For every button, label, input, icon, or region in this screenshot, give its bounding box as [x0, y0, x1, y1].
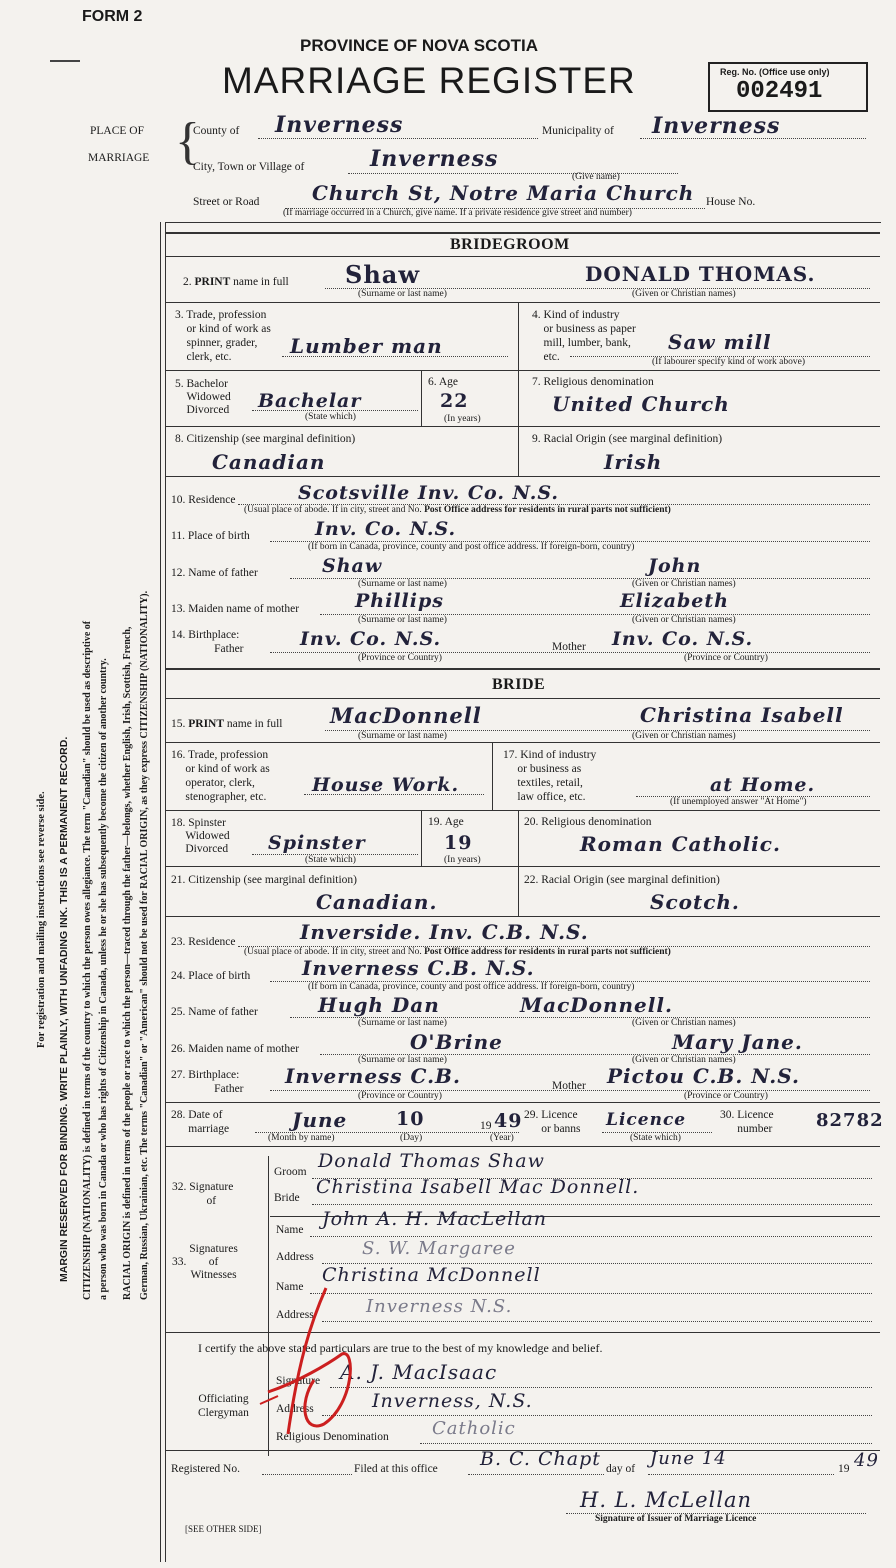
reg-number-box [708, 62, 868, 112]
f28-month-cap: (Month by name) [268, 1133, 335, 1143]
f24-label: 24. Place of birth [171, 970, 251, 982]
groom-surname: Shaw [345, 260, 420, 289]
f24-note: (If born in Canada, province, county and post office address. If foreign-born, country) [308, 982, 635, 992]
f17-label: 17. Kind of industry or business as textiles, retail, law office, etc. [503, 749, 597, 803]
bride-mother-birthplace: Pictou C.B. N.S. [607, 1064, 800, 1088]
w1-name: John A. H. MacLellan [322, 1208, 548, 1230]
groom-given: DONALD THOMAS. [585, 262, 816, 286]
marriage-top [166, 1102, 880, 1103]
stray-mark [50, 60, 80, 62]
bride-surname: MacDonnell [330, 703, 482, 728]
groom-father-surname: Shaw [322, 555, 383, 577]
f10-note: (Usual place of abode. If in city, street and No. Post Office address for residents in rural parts not sufficient) [244, 505, 671, 515]
f27-mother-cap: (Province or Country) [684, 1091, 768, 1101]
groom-mother-surname: Phillips [355, 590, 444, 612]
f18-label: 18. Spinster Widowed Divorced [171, 817, 230, 855]
f5-cap: (State which) [305, 412, 356, 422]
county-label: County of [193, 125, 240, 137]
f10-label: 10. Residence [171, 494, 236, 506]
f17-note: (If unemployed answer "At Home") [670, 797, 807, 807]
licence-number: 82782 [816, 1110, 884, 1131]
registered-no-line [262, 1474, 352, 1475]
f28-day-cap: (Day) [400, 1133, 423, 1143]
row3-divider [518, 302, 519, 370]
f22-left [518, 866, 519, 916]
f7-label: 7. Religious denomination [532, 376, 654, 388]
bride-heading-bottom [166, 698, 880, 699]
f2-given-cap: (Given or Christian names) [632, 289, 736, 299]
f29-cap: (State which) [630, 1133, 681, 1143]
place-label-2: MARRIAGE [88, 152, 150, 164]
f5-label: 5. Bachelor Widowed Divorced [175, 378, 231, 416]
bride-father-surname: Hugh Dan [318, 993, 440, 1017]
w2-addr-label: Address [276, 1309, 314, 1321]
f19-cap: (In years) [444, 855, 481, 865]
province-heading: PROVINCE OF NOVA SCOTIA [300, 36, 539, 55]
f12-label: 12. Name of father [171, 567, 258, 579]
bride-trade: House Work. [312, 774, 460, 796]
f13-surname-cap: (Surname or last name) [358, 615, 447, 625]
f23-label: 23. Residence [171, 936, 236, 948]
frame-left-outer [160, 222, 161, 1562]
f8-label: 8. Citizenship (see marginal definition) [175, 433, 356, 445]
row16-divider [492, 742, 493, 810]
row8-bottom [166, 476, 880, 477]
clergy-sig-label: Signature [276, 1375, 321, 1387]
f20-label: 20. Religious denomination [524, 816, 652, 828]
marriage-licence-or-banns: Licence [606, 1110, 687, 1130]
f11-note: (If born in Canada, province, county and post office address. If foreign-born, country) [308, 542, 635, 552]
marriage-year-prefix: 19 [480, 1120, 492, 1132]
form-number: FORM 2 [82, 8, 143, 25]
groom-religion: United Church [552, 392, 730, 416]
f14-mother-label: Mother [552, 641, 586, 653]
bride-industry: at Home. [710, 774, 816, 796]
clergy-addr-label: Address [276, 1403, 314, 1415]
red-check-mark [258, 1284, 368, 1444]
groom-residence: Scotsville Inv. Co. N.S. [298, 482, 560, 504]
row15-bottom [166, 742, 880, 743]
f19-label: 19. Age [428, 816, 464, 828]
f21-label: 21. Citizenship (see marginal definition) [171, 874, 357, 886]
f26-surname-cap: (Surname or last name) [358, 1055, 447, 1065]
frame-top [165, 222, 881, 223]
registered-no-label: Registered No. [171, 1463, 240, 1475]
muni-line [640, 138, 866, 139]
muni-value: Inverness [652, 113, 781, 139]
groom-mother-given: Elizabeth [620, 590, 729, 612]
f16-line [304, 794, 484, 795]
f15-given-cap: (Given or Christian names) [632, 731, 736, 741]
groom-racial: Irish [604, 450, 663, 474]
bride-religion: Roman Catholic. [580, 832, 781, 856]
margin-line-2: MARGIN RESERVED FOR BINDING. WRITE PLAINLY, WITH UNFADING INK. THIS IS A PERMANENT RECORD. [58, 736, 70, 1282]
w2-address: Inverness N.S. [366, 1296, 513, 1317]
relden-label: Religious Denomination [276, 1431, 389, 1443]
filed-line [468, 1474, 604, 1475]
groom-mother-birthplace: Inv. Co. N.S. [612, 628, 754, 650]
row5-bottom [166, 426, 880, 427]
f2-surname-cap: (Surname or last name) [358, 289, 447, 299]
give-name-caption: (Give name) [572, 172, 620, 182]
groom-heading: BRIDEGROOM [450, 236, 570, 253]
officiating-label: Officiating Clergyman [198, 1393, 249, 1419]
certify-statement: I certify the above stated particulars are true to the best of my knowledge and belief. [198, 1341, 603, 1355]
f22-label: 22. Racial Origin (see marginal definition) [524, 874, 720, 886]
marriage-month: June [292, 1108, 348, 1132]
groom-heading-top [166, 232, 880, 234]
county-line [258, 138, 538, 139]
row21-bottom [166, 916, 880, 917]
bride-mother-given: Mary Jane. [672, 1030, 803, 1054]
margin-line-3: CITIZENSHIP (NATIONALITY) is defined in terms of the country to which the person owes allegiance. The term "Canadian" should be used as descriptive of [82, 620, 93, 1300]
row3-bottom [166, 370, 880, 371]
f6-label: 6. Age [428, 376, 459, 388]
bride-heading-top [166, 668, 880, 670]
w1-addr-label: Address [276, 1251, 314, 1263]
f14-label: 14. Birthplace: Father [171, 629, 244, 655]
f7-left [518, 370, 519, 426]
f12-surname-cap: (Surname or last name) [358, 579, 447, 589]
f4-label: 4. Kind of industry or business as paper mill, lumber, bank, etc. [532, 309, 636, 363]
clergy-sig-line [330, 1387, 872, 1388]
city-value: Inverness [370, 146, 499, 172]
groom-trade: Lumber man [290, 334, 443, 358]
clergy-signature: A. J. MacIsaac [340, 1360, 498, 1384]
f16-label: 16. Trade, profession or kind of work as operator, clerk, stenographer, etc. [171, 749, 270, 803]
day-of-label: day of [606, 1463, 636, 1475]
f12-given-cap: (Given or Christian names) [632, 579, 736, 589]
groom-sig-label: Groom [274, 1166, 307, 1178]
street-value: Church St, Notre Maria Church [312, 181, 695, 205]
f13-label: 13. Maiden name of mother [171, 603, 300, 615]
w1-name-line [310, 1236, 872, 1237]
filed-by: B. C. Chapt [480, 1448, 601, 1470]
city-line [348, 173, 678, 174]
bride-birthplace: Inverness C.B. N.S. [302, 956, 535, 980]
place-label-1: PLACE OF [90, 125, 144, 137]
bride-age: 19 [444, 832, 473, 854]
groom-citizenship: Canadian [212, 450, 326, 474]
muni-label: Municipality of [542, 125, 614, 137]
f15-surname-cap: (Surname or last name) [358, 731, 447, 741]
document-title: MARRIAGE REGISTER [222, 60, 636, 101]
bride-given: Christina Isabell [640, 703, 844, 727]
bride-heading: BRIDE [492, 676, 546, 693]
f26-label: 26. Maiden name of mother [171, 1043, 300, 1055]
f9-left [518, 426, 519, 476]
margin-line-6: German, Russian, Ukrainian, etc. The terms "Canadian" or "American" should not be used for RACIAL ORIGIN, as they express CITIZENSHIP (NATIONALITY). [139, 590, 150, 1300]
f15-label: 15. PRINT name in full [171, 718, 283, 730]
groom-father-birthplace: Inv. Co. N.S. [300, 628, 442, 650]
f5-line [252, 410, 418, 411]
row17-bottom [166, 810, 880, 811]
filed-label: Filed at this office [354, 1463, 438, 1475]
f18-cap: (State which) [305, 855, 356, 865]
f25-surname-cap: (Surname or last name) [358, 1018, 447, 1028]
marriage-day: 10 [396, 1108, 425, 1130]
bride-citizenship: Canadian. [316, 890, 438, 914]
marriage-bottom [166, 1146, 880, 1147]
bride-father-given: MacDonnell. [520, 993, 673, 1017]
bride-signature: Christina Isabell Mac Donnell. [316, 1176, 640, 1198]
reg-number: 002491 [736, 78, 823, 105]
f6-cap: (In years) [444, 414, 481, 424]
filed-year-prefix: 19 [838, 1463, 850, 1475]
bride-mother-surname: O'Brine [410, 1030, 503, 1054]
bride-racial: Scotch. [650, 890, 740, 914]
reg-label: Reg. No. (Office use only) [720, 67, 830, 77]
f19-left [421, 810, 422, 866]
w2-name-line [310, 1293, 872, 1294]
w1-name-label: Name [276, 1224, 304, 1236]
groom-age: 22 [440, 390, 469, 412]
groom-signature: Donald Thomas Shaw [318, 1150, 545, 1172]
margin-line-5: RACIAL ORIGIN is defined in terms of the people or race to which the person—traced through the father—belongs, whether English, Irish, Scottish, French, [122, 626, 133, 1300]
f27-label: 27. Birthplace: Father [171, 1069, 244, 1095]
street-label: Street or Road [193, 196, 260, 208]
f33-label: 33. Signatures of Witnesses [172, 1243, 238, 1281]
filed-date: June 14 [650, 1448, 727, 1469]
w2-addr-line [322, 1321, 872, 1322]
frame-left-inner [165, 222, 166, 1562]
clergy-address: Inverness, N.S. [372, 1390, 533, 1412]
f25-label: 25. Name of father [171, 1006, 258, 1018]
w1-address: S. W. Margaree [362, 1238, 516, 1259]
groom-heading-bottom [166, 256, 880, 257]
f28-year-cap: (Year) [490, 1133, 514, 1143]
row2-bottom [166, 302, 880, 303]
f25-given-cap: (Given or Christian names) [632, 1018, 736, 1028]
w2-name: Christina McDonnell [322, 1264, 541, 1286]
f14-mother-cap: (Province or Country) [684, 653, 768, 663]
issuer-signature: H. L. McLellan [580, 1488, 753, 1512]
county-value: Inverness [275, 112, 404, 138]
f3-label: 3. Trade, profession or kind of work as spinner, grader, clerk, etc. [175, 309, 271, 363]
groom-birthplace: Inv. Co. N.S. [315, 518, 457, 540]
margin-line-4: a person who was born in Canada or who has rights of Citizenship in Canada, unless he or she has subsequently become the citizen of another country. [98, 658, 109, 1300]
filed-date-line [648, 1474, 834, 1475]
filed-year: 49 [854, 1450, 879, 1471]
groom-father-given: John [648, 555, 702, 577]
f3-line [282, 356, 508, 357]
relden-value: Catholic [432, 1418, 516, 1439]
row18-bottom [166, 866, 880, 867]
issuer-caption: Signature of Issuer of Marriage Licence [595, 1514, 757, 1524]
bride-father-birthplace: Inverness C.B. [285, 1064, 461, 1088]
f32-label: 32. Signature of [172, 1181, 234, 1207]
f27-father-cap: (Province or Country) [358, 1091, 442, 1101]
f11-label: 11. Place of birth [171, 530, 250, 542]
f4-note: (If labourer specify kind of work above) [652, 357, 805, 367]
city-label: City, Town or Village of [193, 161, 305, 173]
groom-status: Bachelar [258, 390, 362, 412]
marriage-year: 49 [494, 1110, 523, 1132]
f9-label: 9. Racial Origin (see marginal definition) [532, 433, 723, 445]
bride-residence: Inverside. Inv. C.B. N.S. [300, 920, 589, 944]
f26-given-cap: (Given or Christian names) [632, 1055, 736, 1065]
brace: { [175, 113, 200, 170]
bride-sig-label: Bride [274, 1192, 300, 1204]
f2-label: 2. PRINT name in full [183, 276, 289, 288]
bride-sig-line [312, 1204, 872, 1205]
clergy-addr-line [322, 1415, 872, 1416]
w2-name-label: Name [276, 1281, 304, 1293]
f30-label: 30. Licence number [720, 1109, 774, 1135]
see-other-side: [SEE OTHER SIDE] [185, 1524, 262, 1534]
relden-line [420, 1443, 872, 1444]
street-note: (If marriage occurred in a Church, give name. If a private residence give street and number) [283, 208, 632, 218]
f23-note: (Usual place of abode. If in city, street and No. Post Office address for residents in rural parts not sufficient) [244, 947, 671, 957]
f29-label: 29. Licence or banns [524, 1109, 581, 1135]
margin-line-1: For registration and mailing instructions see reverse side. [36, 791, 47, 1048]
f14-father-cap: (Province or Country) [358, 653, 442, 663]
groom-industry: Saw mill [668, 330, 772, 354]
bride-status: Spinster [268, 832, 366, 854]
f28-label: 28. Date of marriage [171, 1109, 230, 1135]
f6-left [421, 370, 422, 426]
f13-given-cap: (Given or Christian names) [632, 615, 736, 625]
house-label: House No. [706, 196, 756, 208]
f27-mother-label: Mother [552, 1080, 586, 1092]
f20-left [518, 810, 519, 866]
